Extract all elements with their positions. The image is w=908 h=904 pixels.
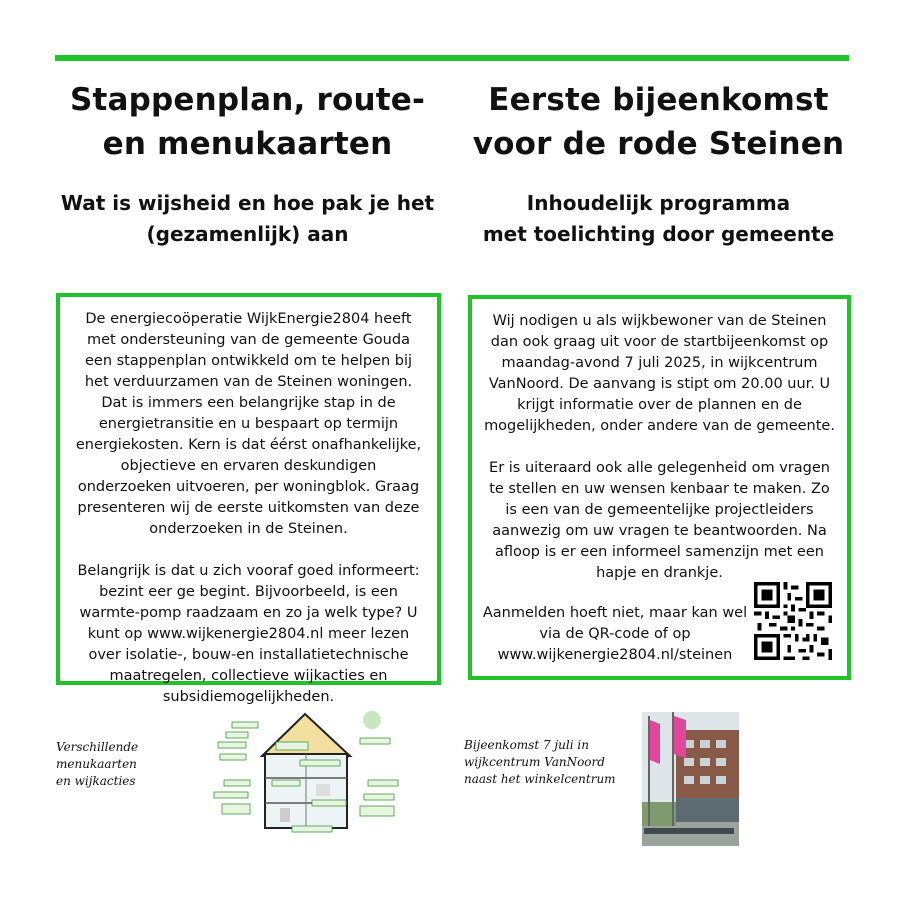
- left-title-line1: Stappenplan, route-: [69, 82, 426, 118]
- right-caption-line2: wijkcentrum VanNoord: [464, 755, 605, 769]
- top-green-rule: [55, 55, 849, 61]
- register-line1: Aanmelden hoeft niet, maar kan wel: [482, 605, 748, 621]
- left-caption-line3: en wijkacties: [56, 774, 136, 788]
- right-caption-line3: naast het winkelcentrum: [464, 772, 616, 786]
- right-title-line1: Eerste bijeenkomst: [488, 82, 829, 118]
- right-paragraph-2: Er is uiteraard ook alle gelegenheid om vragen te stellen en uw wensen kenbaar te maken. Zo is een van de gemeentelijke projectleiders aanwezig om uw vragen te beantwoorden. Na afloop is er een informeel samenzijn met een hapje en drankje.: [489, 460, 830, 581]
- right-title: [466, 78, 851, 166]
- right-caption-line1: Bijeenkomst 7 juli in: [464, 738, 589, 752]
- house-menukaart-illustration: [210, 708, 410, 835]
- right-subtitle: [466, 188, 851, 250]
- left-caption-line1: Verschillende: [56, 740, 139, 754]
- left-text-box: [56, 293, 441, 705]
- right-subtitle-line2: met toelichting door gemeente: [482, 222, 835, 246]
- right-title-line2: voor de rode Steinen: [472, 126, 845, 162]
- left-subtitle-line2: (gezamenlijk) aan: [146, 222, 349, 246]
- right-subtitle-line1: Inhoudelijk programma: [526, 191, 791, 215]
- left-paragraph-2: Belangrijk is dat u zich vooraf goed informeert: bezint eer ge begint. Bijvoorbeeld, is een warmte-pomp raadzaam en zo ja welk type? U kunt op www.wijkenergie2804.nl meer lezen over isolatie-, bouw-en installatietechnische maatregelen, collectieve wijkacties en subsidiemogelijkheden.: [77, 563, 420, 705]
- left-caption: [56, 739, 138, 790]
- right-caption: [464, 737, 616, 788]
- register-text: [480, 603, 750, 666]
- right-paragraph-1: Wij nodigen u als wijkbewoner van de Steinen dan ook graag uit voor de startbijeenkomst op maandag-avond 7 juli 2025, in wijkcentrum VanNoord. De aanvang is stipt om 20.00 uur. U krijgt informatie over de plannen en de mogelijkheden, onder andere van de gemeente.: [484, 313, 835, 434]
- qr-code-icon[interactable]: [754, 582, 832, 660]
- building-photo: [642, 712, 739, 846]
- left-paragraph-1: De energiecoöperatie WijkEnergie2804 heeft met ondersteuning van de gemeente Gouda een stappenplan ontwikkeld om te helpen bij het verduurzamen van de Steinen woningen. Dat is immers een belangrijke stap in de energietransitie en u bespaart op termijn energiekosten. Kern is dat éérst onafhankelijke, objectieve en ervaren deskundigen onderzoeken uitvoeren, per woningblok. Graag presenteren wij de eerste uitkomsten van deze onderzoeken in de Steinen.: [75, 311, 422, 537]
- left-title-line2: en menukaarten: [102, 126, 393, 162]
- left-subtitle-line1: Wat is wijsheid en hoe pak je het: [60, 191, 435, 215]
- left-subtitle: [55, 188, 440, 250]
- left-caption-line2: menukaarten: [56, 757, 137, 771]
- register-line2: via de QR-code of op: [539, 626, 691, 642]
- register-link[interactable]: www.wijkenergie2804.nl/steinen: [497, 647, 733, 663]
- left-title: [55, 78, 440, 166]
